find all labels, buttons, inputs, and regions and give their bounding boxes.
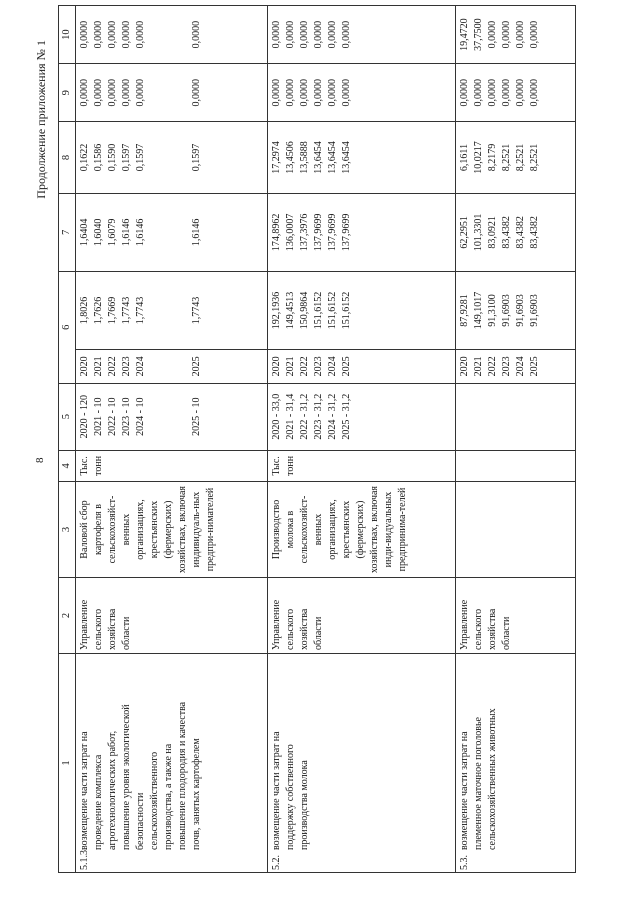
value-cell: 1,6404 1,6040 1,6079 1,6146 1,6146 1,6146	[76, 193, 268, 271]
table-row	[456, 6, 576, 873]
value-cell: 0,0000 0,0000 0,0000 0,0000 0,0000 0,0000	[268, 6, 456, 64]
indicator-cell	[456, 481, 576, 577]
table-row	[268, 6, 456, 873]
target-values-cell: 2020 - 33,0 2021 - 31,4 2022 - 31,2 2023 - 31,2 2024 - 31,2 2025 - 31,2	[268, 383, 456, 450]
column-header: 7	[59, 193, 76, 271]
value-cell: 174,8962 136,0007 137,3976 137,9699 137,9699 137,9699	[268, 193, 456, 271]
value-cell: 87,9281 149,1017 91,3100 91,6903 91,6903 91,6903	[456, 271, 576, 349]
executor-cell: Управление сельского хозяйства области	[456, 578, 576, 654]
column-header: 9	[59, 64, 76, 122]
value-cell: 0,0000 0,0000 0,0000 0,0000 0,0000 0,0000	[76, 64, 268, 122]
executor-cell: Управление сельского хозяйства области	[268, 578, 456, 654]
value-cell: 0,1622 0,1586 0,1590 0,1597 0,1597 0,1597	[76, 122, 268, 194]
row-number: 5.2.	[271, 855, 282, 870]
value-cell: 0,0000 0,0000 0,0000 0,0000 0,0000 0,0000	[76, 6, 268, 64]
value-cell: 1,8026 1,7626 1,7669 1,7743 1,7743 1,7743	[76, 271, 268, 349]
value-cell: 17,2974 13,4506 13,5888 13,6454 13,6454 13,6454	[268, 122, 456, 194]
unit-cell: Тыс. тонн	[76, 450, 268, 481]
measure-name: возмещение части затрат на проведение комплекса агротехнологических работ, повышение уровня экологической безопасности сельскохозяйственного производства, а также на повышение плодородия и качества почв, занятых картофелем	[79, 701, 202, 850]
column-header: 2	[59, 578, 76, 654]
measure-name: возмещение части затрат на племенное маточное поголовье сельскохозяйственных животных	[459, 708, 498, 850]
measure-cell	[268, 654, 456, 873]
value-cell: 6,1611 10,0217 8,2179 8,2521 8,2521 8,2521	[456, 122, 576, 194]
measure-cell	[76, 654, 268, 873]
executor-cell: Управление сельского хозяйства области	[76, 578, 268, 654]
row-number: 5.1.3.	[79, 847, 90, 870]
column-number-row	[59, 6, 76, 873]
column-header: 4	[59, 450, 76, 481]
column-header: 10	[59, 6, 76, 64]
column-header: 6	[59, 271, 76, 383]
appendix-subtitle: Продолжение приложения № 1	[34, 40, 48, 199]
measure-cell	[456, 654, 576, 873]
column-header: 5	[59, 383, 76, 450]
value-cell: 0,0000 0,0000 0,0000 0,0000 0,0000 0,0000	[456, 64, 576, 122]
page-number: 8	[34, 457, 46, 463]
indicator-cell: Производство молока в сельскохозяйст-венных организациях, крестьянских (фермерских) хозяйствах, включая инди-видуальных предпринима-телей	[268, 481, 456, 577]
years-cell: 2020 2021 2022 2023 2024 2025	[456, 350, 576, 384]
target-values-cell: 2020 - 120 2021 - 10 2022 - 10 2023 - 10 2024 - 10 2025 - 10	[76, 383, 268, 450]
column-header: 8	[59, 122, 76, 194]
row-number: 5.3.	[459, 855, 470, 870]
value-cell: 62,2951 101,3301 83,0921 83,4382 83,4382 83,4382	[456, 193, 576, 271]
column-header: 1	[59, 654, 76, 873]
years-cell: 2020 2021 2022 2023 2024 2025	[76, 350, 268, 384]
value-cell: 192,1936 149,4513 150,9864 151,6152 151,6152 151,6152	[268, 271, 456, 349]
years-cell: 2020 2021 2022 2023 2024 2025	[268, 350, 456, 384]
target-values-cell	[456, 383, 576, 450]
column-header: 3	[59, 481, 76, 577]
unit-cell: Тыс. тонн	[268, 450, 456, 481]
measure-name: возмещение части затрат на поддержку собственного производства молока	[271, 731, 310, 850]
value-cell: 19,4720 37,7500 0,0000 0,0000 0,0000 0,0000	[456, 6, 576, 64]
unit-cell	[456, 450, 576, 481]
value-cell: 0,0000 0,0000 0,0000 0,0000 0,0000 0,0000	[268, 64, 456, 122]
program-table	[58, 5, 576, 873]
table-row	[76, 6, 268, 873]
indicator-cell: Валовой сбор картофеля в сельскохозяйст-венных организациях, крестьянских (фермерских) хозяйствах, включая индивидуаль-ных предпри-нимателей	[76, 481, 268, 577]
